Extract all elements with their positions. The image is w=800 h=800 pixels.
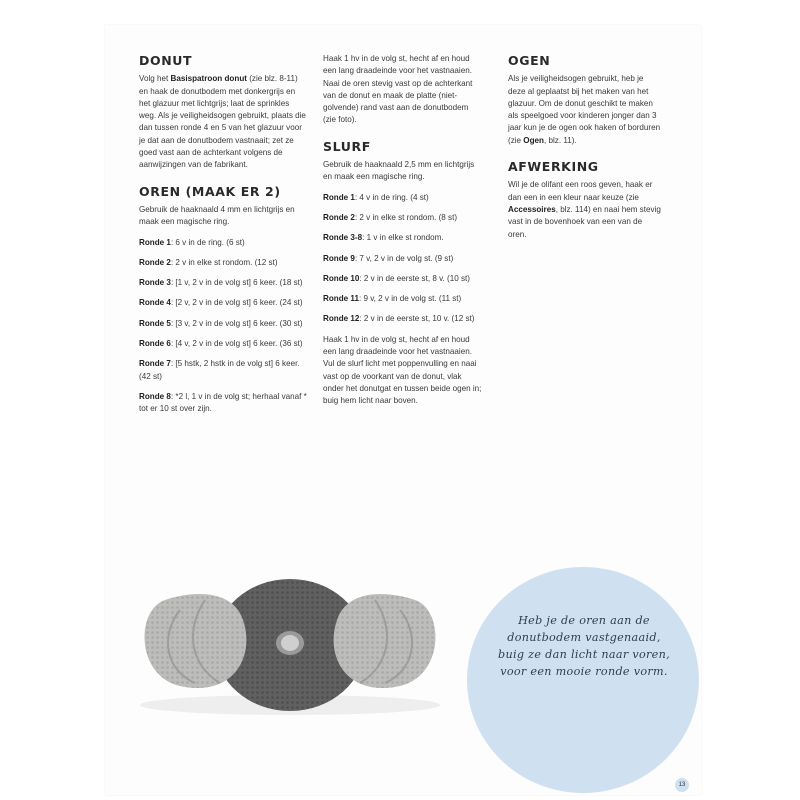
round-text: : 2 v in de eerste st, 10 v. (12 st) — [359, 314, 475, 324]
round-label: Ronde 3 — [139, 278, 171, 288]
round-label: Ronde 10 — [323, 273, 360, 283]
round-text: : 9 v, 2 v in de volg st. (11 st) — [358, 294, 462, 304]
oren-round-6 — [139, 338, 307, 350]
ogen-link: Ogen — [523, 135, 544, 145]
slurf-round-6 — [323, 293, 483, 305]
round-text: : 2 v in elke st rondom. (8 st) — [354, 212, 458, 222]
column-middle — [323, 53, 483, 416]
donut-link-basispatroon: Basispatroon donut — [170, 74, 247, 84]
column-left — [139, 53, 307, 424]
donut-paragraph — [139, 73, 307, 171]
oren-round-1 — [139, 237, 307, 249]
ogen-text-a: Als je veiligheidsogen gebruikt, heb je deze al geplaatst bij het maken van het glazuur. Om de donut geschikt te maken als speelgoed voor kinderen jonger dan 3 jaar kun je de ogen ook haken of borduren (zie — [508, 74, 661, 145]
oren-round-4 — [139, 297, 307, 309]
slurf-round-4 — [323, 253, 483, 265]
elephant-donut-photo — [125, 575, 460, 720]
afwerking-paragraph — [508, 179, 662, 240]
heading-ogen: OGEN — [508, 53, 551, 68]
slurf-round-3 — [323, 232, 483, 244]
slurf-outro: Haak 1 hv in de volg st, hecht af en houd een lang draadeinde voor het vastnaaien. Vul de slurf licht met poppenvulling en naai vast op de voorkant van de donut, vlak onder het donutgat en tussen beide ogen in; buig hem licht naar boven. — [323, 334, 482, 406]
oren-round-3 — [139, 277, 307, 289]
round-label: Ronde 2 — [323, 212, 355, 222]
slurf-rounds — [323, 192, 483, 326]
right-ear — [334, 594, 436, 688]
page-number: 13 — [675, 778, 689, 792]
oren-round-5 — [139, 318, 307, 330]
round-text: : *2 l, 1 v in de volg st; herhaal vanaf * tot er 10 st over zijn. — [139, 391, 307, 414]
slurf-round-7 — [323, 313, 483, 325]
round-label: Ronde 1 — [323, 192, 355, 202]
round-text: : [2 v, 2 v in de volg st] 6 keer. (24 st) — [170, 298, 303, 308]
round-label: Ronde 1 — [139, 237, 171, 247]
ogen-text-b: , blz. 11). — [543, 135, 577, 145]
round-label: Ronde 7 — [139, 359, 171, 369]
oren-rounds — [139, 237, 307, 416]
oren-round-2 — [139, 257, 307, 269]
round-text: : [1 v, 2 v in de volg st] 6 keer. (18 st) — [170, 278, 303, 288]
heading-oren: OREN (MAAK ER 2) — [139, 183, 281, 199]
round-label: Ronde 12 — [323, 314, 360, 324]
slurf-round-2 — [323, 212, 483, 224]
tip-circle — [467, 567, 699, 793]
round-label: Ronde 2 — [139, 257, 171, 267]
round-label: Ronde 8 — [139, 391, 171, 401]
round-label: Ronde 5 — [139, 318, 171, 328]
column-right — [508, 53, 662, 249]
slurf-intro: Gebruik de haaknaald 2,5 mm en lichtgrijs en maak een magische ring. — [323, 160, 475, 182]
round-label: Ronde 6 — [139, 339, 171, 349]
round-text: : [4 v, 2 v in de volg st] 6 keer. (36 st) — [170, 339, 303, 349]
oren-round-7 — [139, 358, 307, 383]
afwerking-text-b: , blz. 114) en naai hem stevig vast in de bovenhoek van een van de oren. — [508, 204, 661, 239]
slurf-round-1 — [323, 192, 483, 204]
round-text: : [5 hstk, 2 hstk in de volg st] 6 keer. (42 st) — [139, 359, 300, 381]
afwerking-text-a: Wil je de olifant een roos geven, haak er dan een in een kleur naar keuze (zie — [508, 180, 653, 202]
slurf-round-5 — [323, 273, 483, 285]
col2-intro: Haak 1 hv in de volg st, hecht af en houd een lang draadeinde voor het vastnaaien. Naai de oren stevig vast op de achterkant van de donut en maak de platte (niet-golvende) rand vast aan de donutbodem (zie foto). — [323, 54, 473, 125]
round-text: : 1 v in elke st rondom. — [362, 233, 444, 243]
heading-afwerking: AFWERKING — [508, 159, 599, 175]
round-label: Ronde 4 — [139, 298, 171, 308]
left-ear — [145, 594, 247, 688]
ogen-paragraph — [508, 73, 662, 147]
afwerking-link: Accessoires — [508, 204, 556, 214]
round-label: Ronde 3-8 — [323, 233, 363, 243]
round-text: : [3 v, 2 v in de volg st] 6 keer. (30 st) — [170, 318, 303, 328]
round-label: Ronde 9 — [323, 253, 355, 263]
round-text: : 2 v in elke st rondom. (12 st) — [170, 257, 278, 267]
oren-intro: Gebruik de haaknaald 4 mm en lichtgrijs en maak een magische ring. — [139, 204, 295, 227]
round-text: : 6 v in de ring. (6 st) — [170, 237, 245, 247]
round-text: : 4 v in de ring. (4 st) — [354, 192, 429, 202]
round-label: Ronde 11 — [323, 294, 359, 304]
heading-slurf: SLURF — [323, 138, 371, 154]
heading-donut: DONUT — [139, 53, 193, 68]
tip-text: Heb je de oren aan de donutbodem vastgenaaid, buig ze dan licht naar voren, voor een mooie ronde vorm. — [498, 614, 670, 678]
round-text: : 2 v in de eerste st, 8 v. (10 st) — [359, 273, 470, 283]
oren-round-8 — [139, 391, 307, 416]
donut-text-a: Volg het — [139, 74, 171, 84]
round-text: : 7 v, 2 v in de volg st. (9 st) — [354, 253, 454, 263]
donut-text-b: (zie blz. 8-11) en haak de donutbodem met donkergrijs en het glazuur met lichtgrijs; laat de sprinkles weg. Als je veiligheidsogen gebruikt, plaats die dan tussen ronde 4 en 5 van het glazuur voor je dat aan de donutbodem vastnaait; zet ze goed vast aan de achterkant volgens de aanwijzingen van de fabrikant. — [139, 74, 306, 170]
